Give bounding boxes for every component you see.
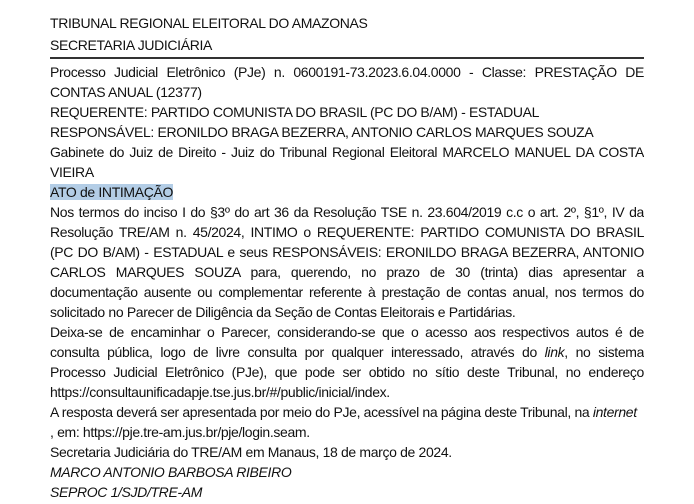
process-line: Processo Judicial Eletrônico (PJe) n. 0600191-73.2023.6.04.0000 - Classe: PRESTAÇÃO DE [50, 64, 644, 80]
document-header [50, 12, 644, 56]
closing-date: Secretaria Judiciária do TRE/AM em Manaus, 18 de março de 2024. [50, 444, 452, 460]
signer-name: MARCO ANTONIO BARBOSA RIBEIRO [50, 464, 292, 480]
gabinete-cont: VIEIRA [50, 164, 94, 180]
paragraph-access [50, 322, 644, 402]
link-word: link [544, 344, 565, 360]
text-span: , no sistema [564, 344, 644, 360]
signer-unit: SEPROC 1/SJD/TRE-AM [50, 484, 203, 500]
court-name: TRIBUNAL REGIONAL ELEITORAL DO AMAZONAS [50, 15, 368, 31]
pje-url: , em: https://pje.tre-am.jus.br/pje/login.seam. [50, 424, 310, 440]
text-line: documentação ausente ou complementar referente à prestação de contas anual, nos termos do [50, 284, 644, 300]
text-line: (PC DO B/AM) - ESTADUAL e seus RESPONSÁVEIS: ERONILDO BRAGA BEZERRA, ANTONIO [50, 244, 644, 260]
internet-word: internet [592, 404, 637, 420]
process-line-cont: CONTAS ANUAL (12377) [50, 84, 202, 100]
text-span: consulta pública, logo de livre consulta por qualquer interessado, através do [50, 344, 545, 360]
requerente: REQUERENTE: PARTIDO COMUNISTA DO BRASIL (PC DO B/AM) - ESTADUAL [50, 104, 540, 120]
text-line: Resolução TRE/AM n. 45/2024, INTIMO o REQUERENTE: PARTIDO COMUNISTA DO BRASIL [50, 224, 644, 240]
text-line [50, 342, 644, 362]
text-line: solicitado no Parecer de Diligência da Seção de Contas Eleitorais e Partidárias. [50, 304, 516, 320]
document [50, 12, 644, 502]
text-line: Deixa-se de encaminhar o Parecer, considerando-se que o acesso aos respectivos autos é de [50, 324, 644, 340]
consulta-url: https://consultaunificadapje.tse.jus.br/#/public/inicial/index. [50, 384, 390, 400]
department-name: SECRETARIA JUDICIÁRIA [50, 37, 212, 53]
header-divider [50, 57, 644, 59]
text-span: A resposta deverá ser apresentada por meio do PJe, acessível na página deste Tribunal, na [50, 404, 593, 420]
responsavel: RESPONSÁVEL: ERONILDO BRAGA BEZERRA, ANTONIO CARLOS MARQUES SOUZA [50, 124, 594, 140]
text-line: Nos termos do inciso I do §3º do art 36 da Resolução TSE n. 23.604/2019 c.c o art. 2º, §1º, IV da [50, 204, 644, 220]
paragraph-response [50, 402, 644, 442]
text-line: Processo Judicial Eletrônico (PJe), que pode ser obtido no sítio deste Tribunal, no endereço [50, 364, 644, 380]
paragraph-intimation [50, 202, 644, 322]
text-line [50, 402, 644, 422]
text-line: CARLOS MARQUES SOUZA para, querendo, no prazo de 30 (trinta) dias apresentar a [50, 264, 644, 280]
act-title: ATO de INTIMAÇÃO [50, 184, 174, 200]
gabinete: Gabinete do Juiz de Direito - Juiz do Tribunal Regional Eleitoral MARCELO MANUEL DA COSTA [50, 144, 644, 160]
